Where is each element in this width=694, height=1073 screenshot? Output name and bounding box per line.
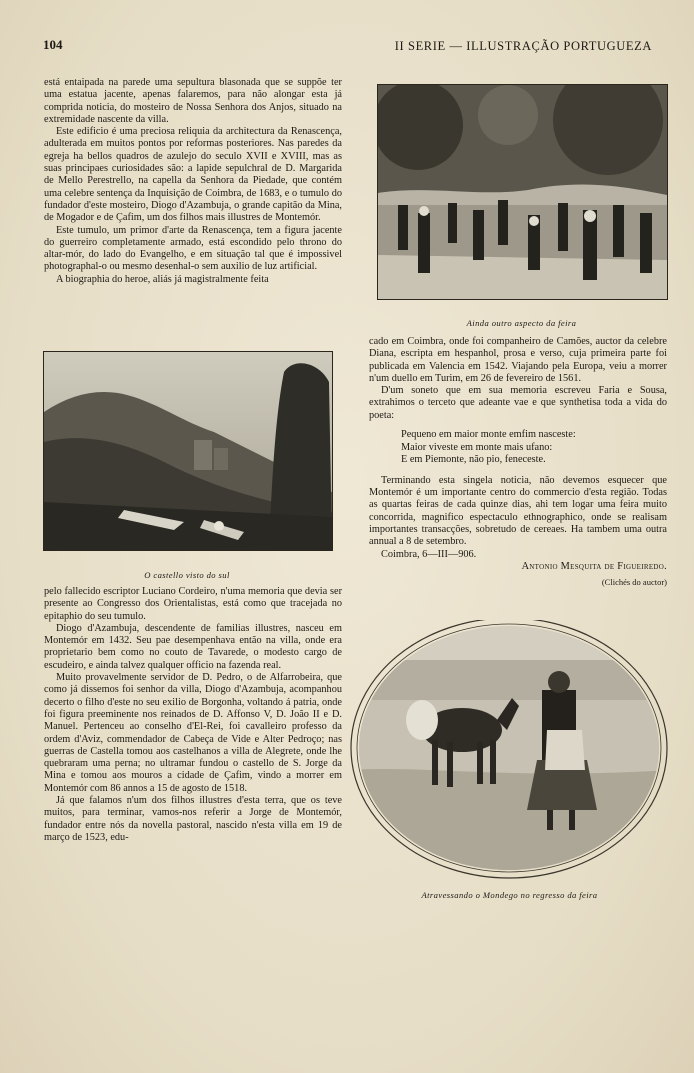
mondego-photo xyxy=(347,620,672,880)
signature-place-date: Coimbra, 6—III—906. xyxy=(381,548,477,560)
castle-photo xyxy=(43,351,333,551)
left-column-top xyxy=(44,77,342,286)
paragraph: Este tumulo, um primor d'arte da Renascença, tem a figura jacente do guerreiro completamente armado, está escondido pelo throno do altar-mór, do lado do Evangelho, e em situação tal que é impossivel photographal-o ou mesmo desenhal-o sem auxilio de luz artificial. xyxy=(44,224,342,273)
running-header-title: II SERIE — ILLUSTRAÇÃO PORTUGUEZA xyxy=(394,39,652,53)
paragraph: Já que falamos n'um dos filhos illustres d'esta terra, que os teve muitos, para terminar, vamos-nos referir a Jorge de Montemór, fundador entre nós da novella pastoral, nascido n'esta villa em 19 de março de 1523, edu- xyxy=(44,795,342,843)
left-column-bottom xyxy=(44,586,342,844)
fair-photo-image xyxy=(378,85,667,299)
paragraph: D'um soneto que em sua memoria escreveu Faria e Sousa, extrahimos o terceto que adeante vae e que synthetisa toda a vida do poeta: xyxy=(369,385,667,421)
paragraph: Muito provavelmente servidor de D. Pedro, o de Alfarrobeira, que como já dissemos foi senhor da villa, Diogo d'Azambuja, acompanhou decerto o filho d'este no seu exilio de Borgonha, voltando á patria, onde foi figura preeminente nos reinados de D. Affonso V, D. João II e D. Manuel. Pertenceu ao conselho d'El-Rei, foi cavalleiro professo da ordem d'Aviz, commendador de Cabeça de Vide e Alter Pedroço; nas guerras de Castella tomou aos castelhanos a villa de Alegrete, onde lhe quebraram uma perna; no ultramar fundou o castello de S. Jorge da Mina e tomou aos mouros a cidade de Çafim, vindo a morrer em Montemór com 86 annos a 15 de agosto de 1518. xyxy=(44,672,342,794)
castle-photo-image xyxy=(44,352,332,550)
poem-line: Pequeno em maior monte emfim nasceste: xyxy=(401,429,576,441)
castle-caption: O castello visto do sul xyxy=(144,570,230,580)
paragraph: Diogo d'Azambuja, descendente de familias illustres, nasceu em Montemór em 1432. Seu pae desempenhava então na villa, onde era proprietario bem como no couto de Tavarede, o modesto cargo de escudeiro, e ainda talvez qualquer officio na fazenda real. xyxy=(44,622,342,671)
signature-author: Antonio Mesquita de Figueiredo. xyxy=(521,560,667,572)
fair-caption: Ainda outro aspecto da feira xyxy=(466,318,577,328)
paragraph: A biographia do heroe, aliás já magistralmente feita xyxy=(56,273,269,285)
right-column xyxy=(369,336,667,589)
fair-photo xyxy=(377,84,668,300)
poem-tercet xyxy=(401,429,667,467)
paragraph: Este edificio é uma preciosa reliquia da architectura da Renascença, adulterada em muitos pontos por reformas posteriores. Nas paredes da egreja ha bellos quadros de azulejo do seculo XVII e XVIII, mas as suas principaes curiosidades são: a lapide sepulchral de D. Margarida de Mello Perestrello, na capella da Senhora da Piedade, que contém uma celebre sentença da Inquisição de Coimbra, de 1683, e o tumulo do fundador d'este mosteiro, Diogo d'Azambuja, o grande capitão da Mina, de Mogador e de Çafim, um dos filhos mais illustres de Montemór. xyxy=(44,126,342,224)
paragraph: pelo fallecido escriptor Luciano Cordeiro, n'uma memoria que devia ser presente ao Congresso dos Orientalistas, está como que tracejada no epitaphio do seu tumulo. xyxy=(44,586,342,622)
mondego-caption: Atravessando o Mondego no regresso da feira xyxy=(421,890,598,900)
paragraph: cado em Coimbra, onde foi companheiro de Camões, auctor da celebre Diana, escripta em hespanhol, prosa e verso, cuja primeira parte foi publicada em Valencia em 1542. Viajando pela Europa, veiu a morrer n'um duello em Turim, em 26 de fevereiro de 1561. xyxy=(369,336,667,384)
page-number: 104 xyxy=(43,37,63,52)
photo-credit: (Clichés do auctor) xyxy=(601,577,667,588)
poem-line: Maior viveste em monte mais ufano: xyxy=(401,441,553,453)
paragraph: Terminando esta singela noticia, não devemos esquecer que Montemór é um importante centro do commercio d'esta região. Todas as quartas feiras de cada quinze dias, ahi tem logar uma feira muito concorrida, magnifico espectaculo ethnographico, onde se realisam importantes transacções, sobretudo de cereaes. Ha tambem uma outra annual a 8 de setembro. xyxy=(369,474,667,548)
mondego-photo-image xyxy=(347,620,672,880)
poem-line: E em Piemonte, não pio, feneceste. xyxy=(401,454,546,466)
paragraph: está entaipada na parede uma sepultura blasonada que se suppõe ter uma estatua jacente, apenas falaremos, para não alongar esta já comprida noticia, do mosteiro de Nossa Senhora dos Anjos, situado na extremidade nascente da villa. xyxy=(44,77,342,125)
